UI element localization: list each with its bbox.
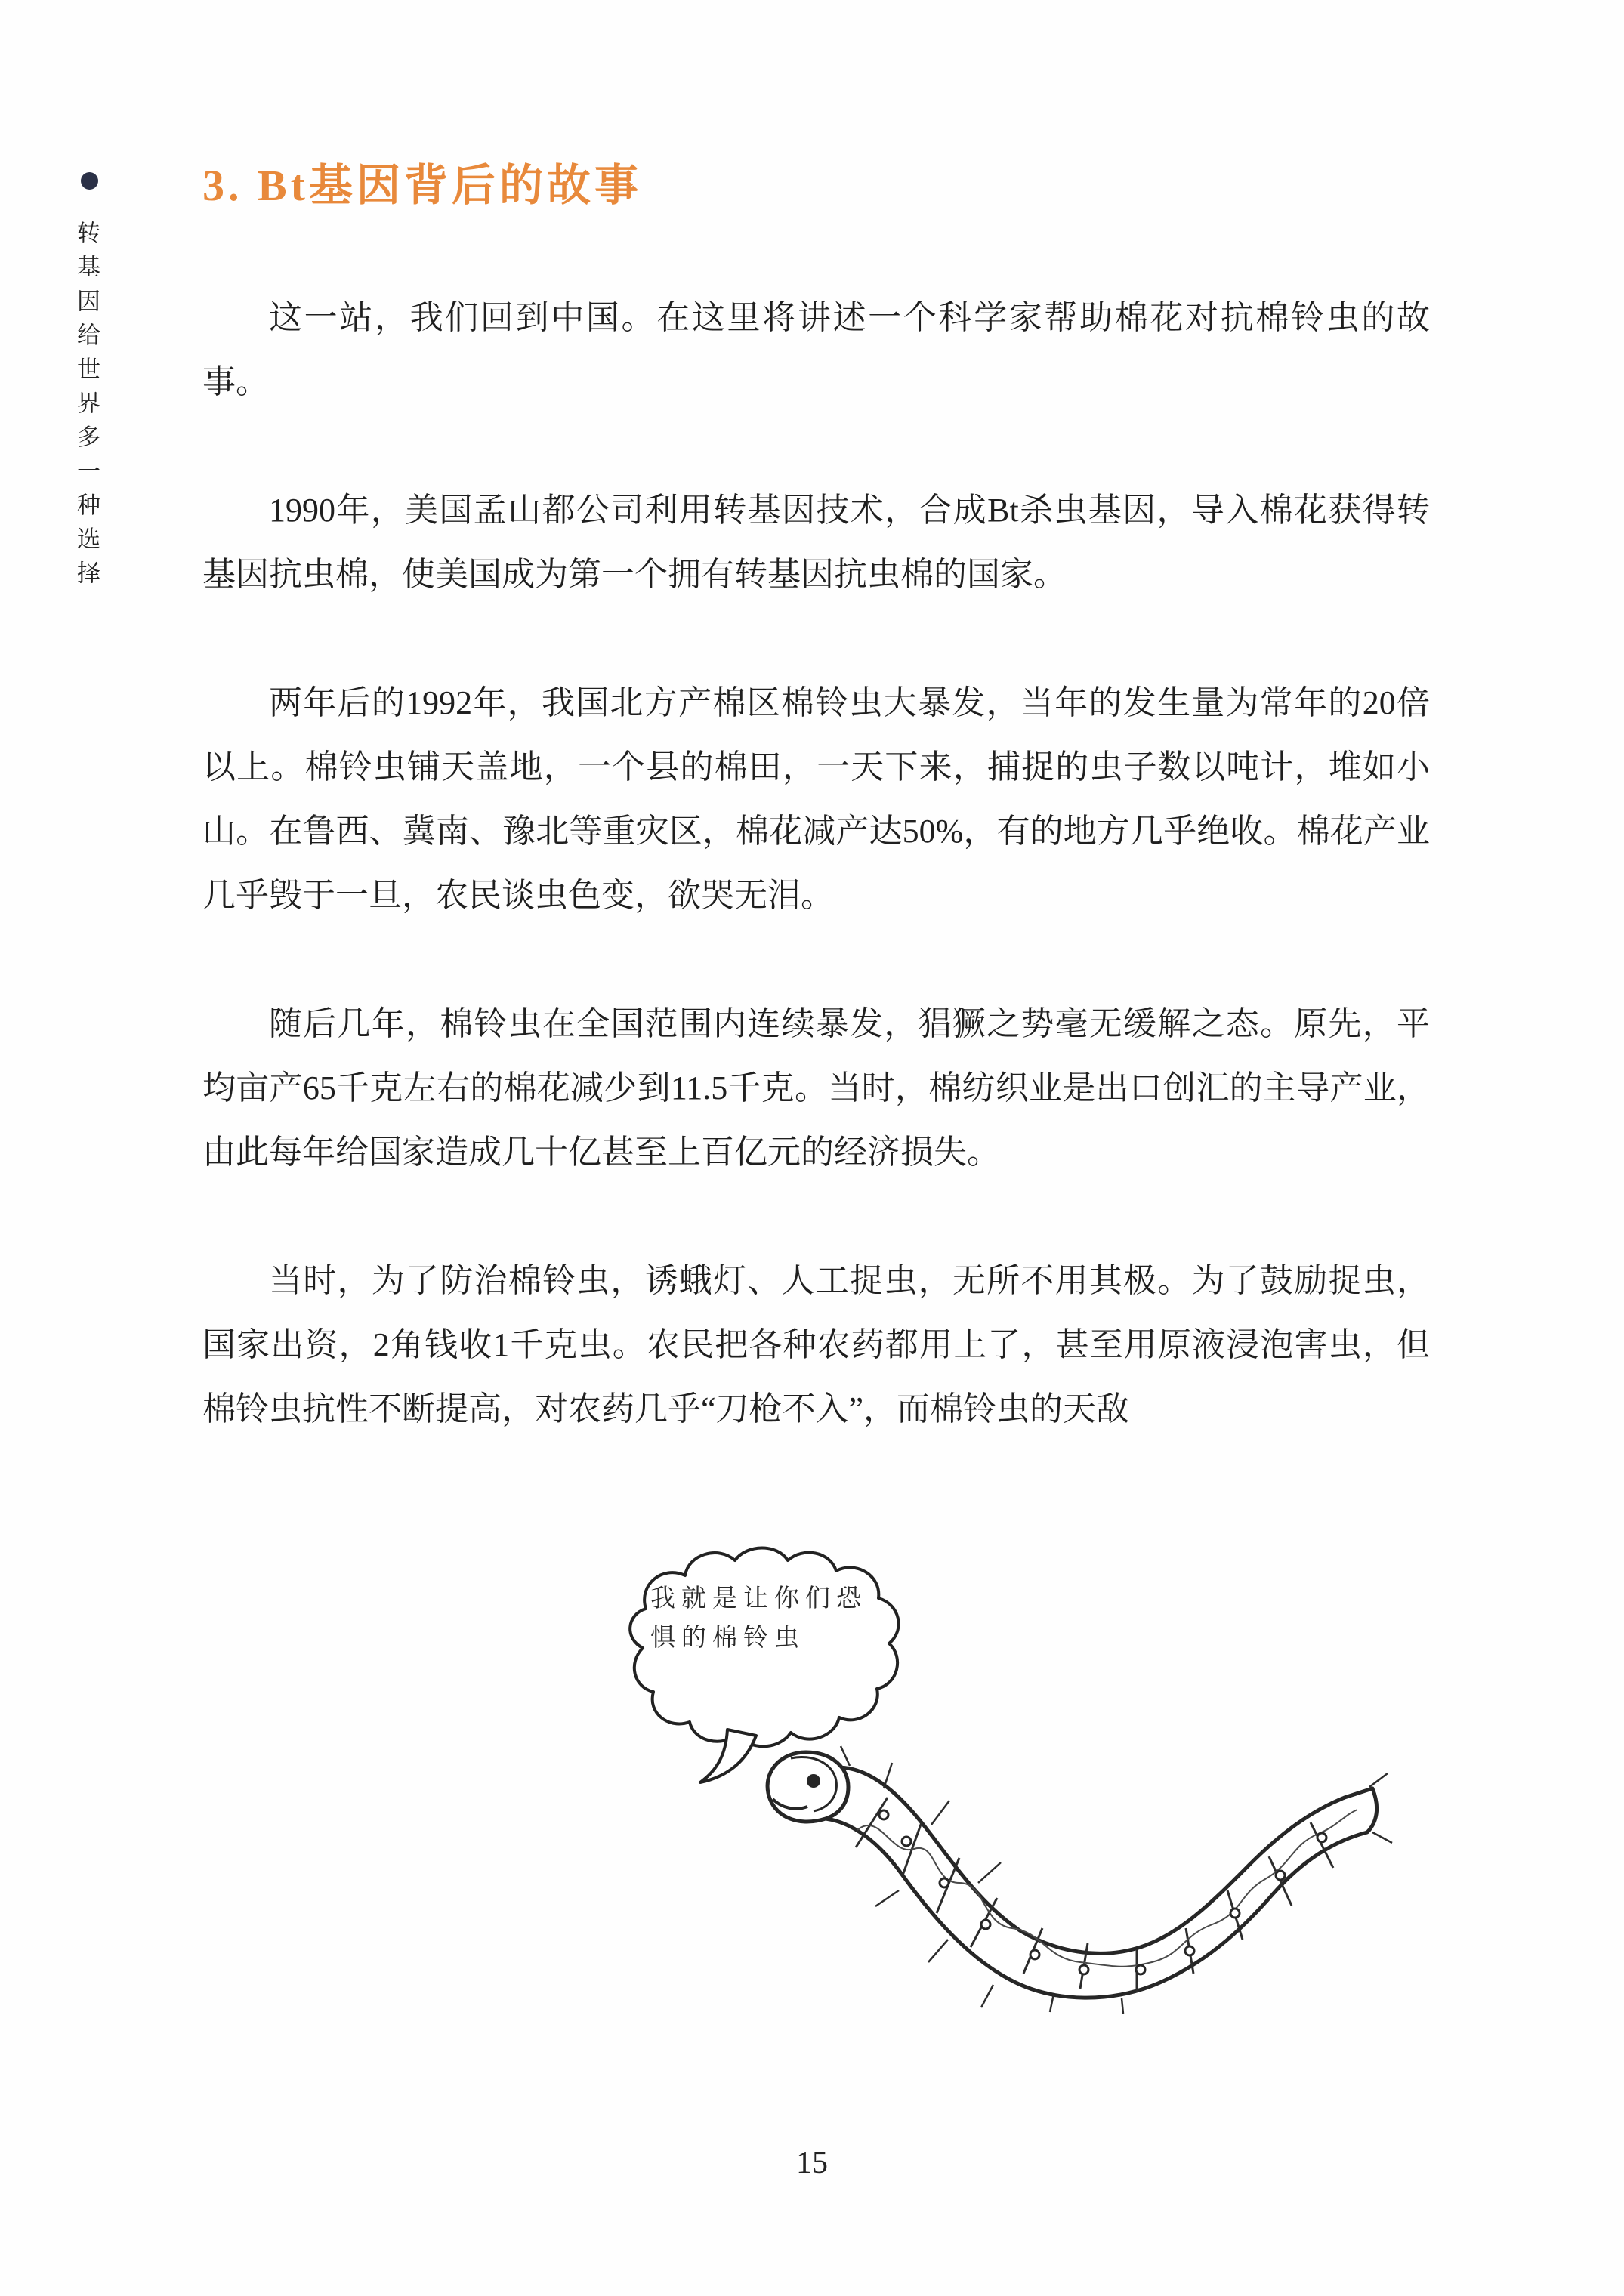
section-bullet-dot [81,172,98,190]
caterpillar-head [767,1752,848,1822]
speech-bubble-text [650,1578,877,1657]
paragraph: 1990年，美国孟山都公司利用转基因技术，合成Bt杀虫基因，导入棉花获得转基因抗虫棉，使美国成为第一个拥有转基因抗虫棉的国家。 [202,492,1430,593]
chapter-heading: 3. Bt基因背后的故事 [202,161,643,210]
caterpillar-illustration [729,1743,1409,2015]
paragraph: 随后几年，棉铃虫在全国范围内连续暴发，猖獗之势毫无缓解之态。原先，平均亩产65千克左右的棉花减少到11.5千克。当时，棉纺织业是出口创汇的主导产业，由此每年给国家造成几十亿甚至上百亿元的经济损失。 [202,1005,1430,1171]
paragraph: 当时，为了防治棉铃虫，诱蛾灯、人工捉虫，无所不用其极。为了鼓励捉虫，国家出资，2角钱收1千克虫。农民把各种农药都用上了，甚至用原液浸泡害虫，但棉铃虫抗性不断提高，对农药几乎“刀枪不入”，而棉铃虫的天敌 [202,1262,1430,1427]
paragraph: 两年后的1992年，我国北方产棉区棉铃虫大暴发，当年的发生量为常年的20倍以上。棉铃虫铺天盖地，一个县的棉田，一天下来，捕捉的虫子数以吨计，堆如小山。在鲁西、冀南、豫北等重灾区，棉花减产达50%，有的地方几乎绝收。棉花产业几乎毁于一旦，农民谈虫色变，欲哭无泪。 [202,684,1430,914]
speech-bubble-text-line2: 惧的棉铃虫 [650,1622,805,1652]
caterpillar-eye [807,1774,820,1788]
body-text [202,285,1430,1505]
speech-bubble-text-line1: 我就是让你们恐 [650,1583,867,1612]
page-number: 15 [796,2146,828,2180]
paragraph: 这一站，我们回到中国。在这里将讲述一个科学家帮助棉花对抗棉铃虫的故事。 [202,299,1430,400]
sidebar-vertical-title: 转基因给世界多一种选择 [73,221,100,594]
